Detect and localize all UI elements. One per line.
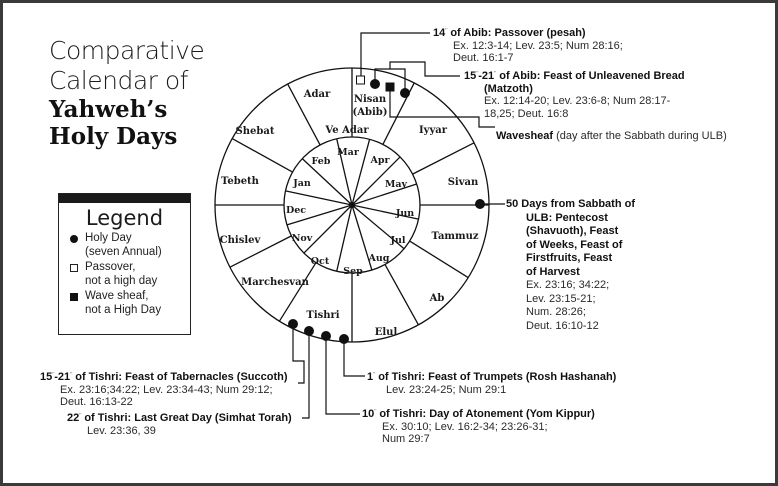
- tabernacles-heading: of Tishri: Feast of Tabernacles (Succoth): [75, 371, 288, 383]
- pentecost-refs-3: Num. 28:26;: [526, 306, 586, 318]
- hebrew-month-nisan: Nisan: [353, 94, 387, 105]
- pentecost-heading-3: (Shavuoth), Feast: [526, 225, 619, 237]
- pentecost-refs-1: Ex. 23:16; 34:22;: [526, 279, 610, 291]
- pentecost-heading-4: of Weeks, Feast of: [526, 238, 623, 251]
- trumpets-refs: Lev. 23:24-25; Num 29:1: [386, 383, 507, 396]
- gregorian-month-spoke: [337, 205, 352, 271]
- hebrew-month-iyyar: Iyyar: [418, 125, 448, 136]
- pentecost-heading-2: ULB: Pentecost: [526, 211, 608, 224]
- atonement-leader-line: [326, 336, 360, 414]
- last-great-day-annotation: 22¨ of Tishri: Last Great Day (Simhat Torah) Lev. 23:36, 39: [67, 412, 292, 437]
- passover-heading: of Abib: Passover (pesah): [450, 27, 586, 39]
- wavesheaf-detail: (day after the Sabbath during ULB): [556, 130, 727, 142]
- legend-item-sublabel: not a High Day: [85, 304, 162, 316]
- hebrew-month-sivan: Sivan: [447, 177, 479, 188]
- hebrew-month-divider: [413, 143, 474, 174]
- passover-day: 14: [433, 27, 446, 39]
- gregorian-month-mar: Mar: [337, 147, 359, 158]
- pentecost-heading-5: Firstfruits, Feast: [526, 252, 613, 264]
- legend-item-label: Holy Day: [85, 232, 132, 244]
- last-great-day-day: 22: [67, 412, 80, 424]
- last-great-day-refs: Lev. 23:36, 39: [87, 424, 156, 437]
- gregorian-month-spoke: [285, 191, 352, 205]
- unleavened-last-day-marker: [401, 89, 410, 98]
- passover-refs-2: Deut. 16:1-7: [453, 52, 514, 64]
- hebrew-month-shebat: Shebat: [235, 126, 275, 137]
- gregorian-month-jun: Jun: [395, 208, 415, 219]
- last-great-day-marker: [305, 327, 314, 336]
- tabernacles-day-start: 15: [40, 371, 53, 383]
- hebrew-month-tammuz: Tammuz: [431, 231, 479, 242]
- tabernacles-refs-1: Ex. 23:16;34:22; Lev. 23:34-43; Num 29:12;: [60, 383, 273, 396]
- legend-item-label: Wave sheaf,: [85, 290, 149, 302]
- trumpets-marker: [340, 335, 349, 344]
- atonement-refs-2: Num 29:7: [382, 433, 430, 445]
- unleavened-day-start: 15: [464, 70, 477, 82]
- pentecost-refs-2: Lev. 23:15-21;: [526, 292, 596, 305]
- gregorian-month-sep: Sep: [343, 266, 363, 277]
- gregorian-month-feb: Feb: [311, 156, 331, 167]
- gregorian-month-aug: Aug: [368, 253, 390, 264]
- unleavened-annotation: 15¨-21¨ of Abib: Feast of Unleavened Bread (Matzoth) Ex. 12:14-20; Lev. 23:6-8; Num 28:17- 18,25; Deut. 16:8: [464, 70, 685, 120]
- gregorian-month-oct: Oct: [310, 256, 330, 267]
- wavesheaf-square-marker: [386, 83, 394, 91]
- pentecost-annotation: [506, 198, 635, 333]
- gregorian-month-jul: Jul: [390, 235, 406, 246]
- passover-annotation: 14¨ of Abib: Passover (pesah) Ex. 12:3-14; Lev. 23:5; Num 28:16; Deut. 16:1-7: [433, 27, 623, 64]
- unleavened-first-day-marker: [371, 80, 380, 89]
- pentecost-refs-4: Deut. 16:10-12: [526, 319, 599, 332]
- trumpets-leader-line: [344, 339, 365, 376]
- title-line-4: Holy Days: [49, 123, 178, 150]
- tabernacles-day-end: -21: [54, 371, 71, 383]
- trumpets-annotation: 1¨ of Tishri: Feast of Trumpets (Rosh Hashanah) Lev. 23:24-25; Num 29:1: [367, 371, 617, 396]
- nisan-abib-label: (Abib): [352, 107, 388, 118]
- gregorian-month-dec: Dec: [285, 205, 307, 216]
- hebrew-month-tishri: Tishri: [306, 310, 340, 321]
- atonement-refs-1: Ex. 30:10; Lev. 16:2-34; 23:26-31;: [382, 420, 548, 433]
- hebrew-month-divider: [232, 139, 292, 172]
- tabernacles-annotation: 15¨-21¨ of Tishri: Feast of Tabernacles (Succoth) Ex. 23:16;34:22; Lev. 23:34-43; Num 29:12; Deut. 16:13-22: [40, 371, 288, 408]
- gregorian-month-nov: Nov: [291, 233, 313, 244]
- hebrew-month-elul: Elul: [374, 327, 398, 338]
- gregorian-month-jan: Jan: [293, 178, 311, 189]
- passover-open-square-marker: [357, 76, 365, 84]
- tabernacles-leader-line: [293, 326, 304, 383]
- hebrew-month-marchesvan: Marchesvan: [241, 277, 309, 288]
- hebrew-month-tebeth: Tebeth: [221, 176, 259, 187]
- gregorian-month-may: May: [384, 179, 408, 190]
- tabernacles-refs-2: Deut. 16:13-22: [60, 396, 133, 408]
- atonement-annotation: 10¨ of Tishri: Day of Atonement (Yom Kippur) Ex. 30:10; Lev. 16:2-34; 23:26-31; Num 29:7: [362, 408, 595, 445]
- title-line-3: Yahweh’s: [49, 96, 168, 123]
- hebrew-month-ab: Ab: [429, 293, 445, 304]
- tabernacles-marker: [289, 320, 298, 329]
- gregorian-month-apr: Apr: [370, 155, 390, 166]
- legend-item-label: Passover,: [85, 261, 136, 273]
- ve-adar-label: Ve Adar: [325, 125, 369, 136]
- title-line-2: Calendar of: [49, 66, 188, 95]
- atonement-heading: of Tishri: Day of Atonement (Yom Kippur): [379, 408, 595, 420]
- legend-item-sublabel: (seven Annual): [85, 246, 162, 258]
- unleavened-refs-1: Ex. 12:14-20; Lev. 23:6-8; Num 28:17-: [484, 95, 671, 107]
- trumpets-day: 1: [367, 371, 374, 383]
- passover-refs-1: Ex. 12:3-14; Lev. 23:5; Num 28:16;: [453, 39, 623, 52]
- title-line-1: Comparative: [49, 36, 205, 65]
- trumpets-heading: of Tishri: Feast of Trumpets (Rosh Hashanah): [378, 371, 617, 383]
- legend-title: Legend: [85, 206, 164, 230]
- hebrew-month-divider: [385, 264, 418, 324]
- legend-item-sublabel: not a high day: [85, 275, 158, 287]
- hebrew-month-divider: [410, 241, 469, 278]
- pentecost-heading-1: 50 Days from Sabbath of: [506, 198, 635, 210]
- hebrew-month-chislev: Chislev: [219, 235, 261, 246]
- pentecost-heading-6: of Harvest: [526, 265, 580, 278]
- wavesheaf-annotation: [496, 130, 727, 143]
- unleavened-heading: of Abib: Feast of Unleavened Bread: [499, 70, 685, 82]
- last-great-day-heading: of Tishri: Last Great Day (Simhat Torah): [84, 412, 292, 424]
- unleavened-refs-2: 18,25; Deut. 16:8: [484, 107, 569, 120]
- atonement-marker: [322, 332, 331, 341]
- wavesheaf-heading: Wavesheaf: [496, 130, 554, 142]
- unleavened-day-end: -21: [478, 70, 495, 82]
- last-great-day-leader-line: [302, 331, 309, 418]
- unleavened-heading-2: (Matzoth): [484, 82, 533, 95]
- hebrew-month-adar: Adar: [303, 89, 331, 100]
- atonement-day: 10: [362, 408, 375, 420]
- pentecost-marker: [476, 200, 485, 209]
